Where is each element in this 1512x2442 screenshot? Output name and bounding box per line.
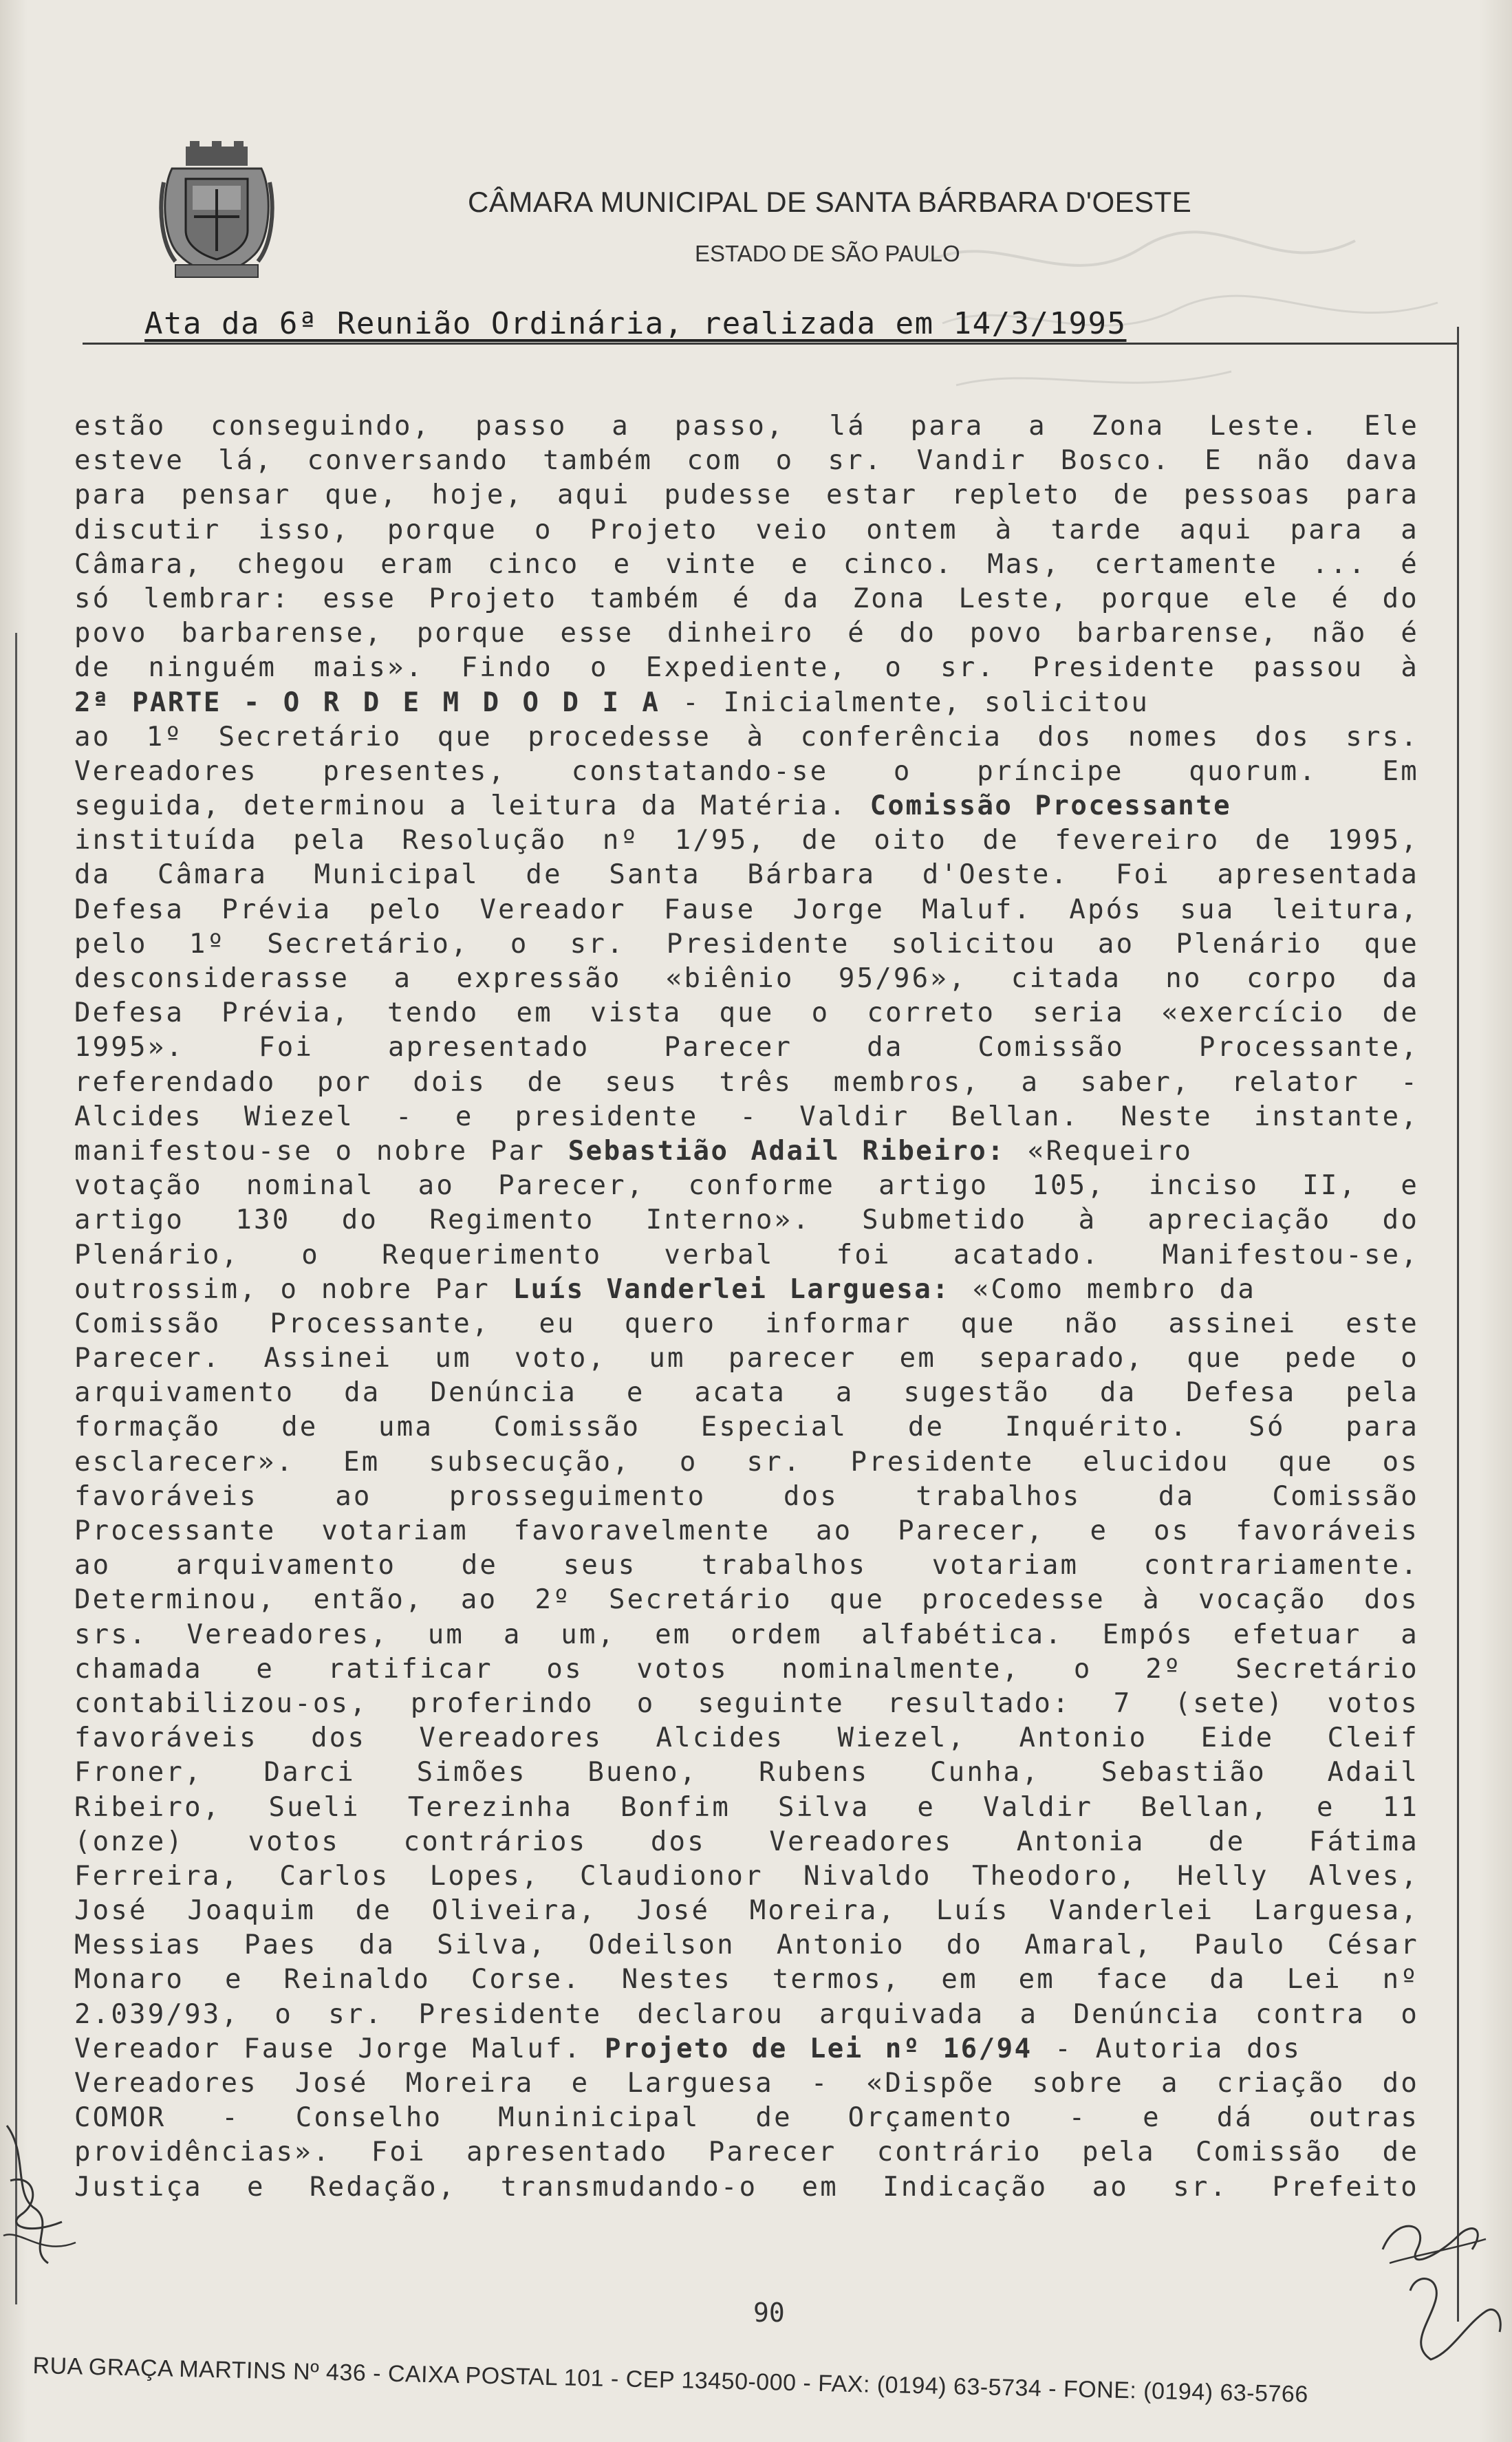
speaker-name: Luís Vanderlei Larguesa: — [512, 1273, 951, 1305]
right-margin-rule — [1457, 327, 1459, 2322]
text-line: Vereador Fause Jorge Maluf. Projeto de Lei nº 16/94 - Autoria dos — [74, 2033, 1302, 2064]
text-line: Câmara, chegou eram cinco e vinte e cinco. Mas, certamente ... é — [74, 548, 1419, 580]
text-line: Vereadores José Moreira e Larguesa - «Dispõe sobre a criação do — [74, 2068, 1419, 2099]
signature-left-icon — [0, 2098, 89, 2277]
text-line: chamada e ratificar os votos nominalmente, o 2º Secretário — [74, 1653, 1419, 1685]
ordem-do-dia-heading: 2ª PARTE - O R D E M D O D I A — [74, 687, 660, 718]
signature-right-icon — [1369, 2187, 1506, 2366]
text-line: srs. Vereadores, um a um, em ordem alfabética. Empós efetuar a — [74, 1619, 1419, 1650]
text-line: Vereadores presentes, constatando-se o príncipe quorum. Em — [74, 755, 1419, 787]
text-line: esteve lá, conversando também com o sr. Vandir Bosco. E não dava — [74, 445, 1419, 477]
text-line: Ribeiro, Sueli Terezinha Bonfim Silva e Valdir Bellan, e 11 — [74, 1791, 1419, 1823]
text-line: Monaro e Reinaldo Corse. Nestes termos, em em face da Lei nº — [74, 1964, 1419, 1996]
text-line: Comissão Processante, eu quero informar que não assinei este — [74, 1308, 1419, 1339]
text-line: referendado por dois de seus três membros, a saber, relator - — [74, 1066, 1419, 1098]
bill-heading: Projeto de Lei nº 16/94 — [605, 2033, 1033, 2064]
text-line: Messias Paes da Silva, Odeilson Antonio do Amaral, Paulo César — [74, 1930, 1419, 1961]
speaker-name: Sebastião Adail Ribeiro: — [568, 1135, 1006, 1167]
text-line: Parecer. Assinei um voto, um parecer em separado, que pede o — [74, 1343, 1419, 1374]
minutes-body — [74, 409, 1419, 2205]
text-line: 2ª PARTE - O R D E M D O D I A - Inicialmente, solicitou — [74, 687, 1150, 718]
text-line: formação de uma Comissão Especial de Inquérito. Só para — [74, 1412, 1419, 1443]
text-line: Justiça e Redação, transmudando-o em Indicação ao sr. Prefeito — [74, 2171, 1419, 2203]
text-line: (onze) votos contrários dos Vereadores Antonia de Fátima — [74, 1826, 1419, 1857]
municipal-crest-icon — [158, 141, 275, 285]
left-margin-rule — [15, 633, 17, 2304]
comissao-heading: Comissão Processante — [870, 790, 1232, 822]
text-line: José Joaquim de Oliveira, José Moreira, Luís Vanderlei Larguesa, — [74, 1895, 1419, 1927]
text-line: ao arquivamento de seus trabalhos votariam contrariamente. — [74, 1550, 1419, 1581]
text-line: da Câmara Municipal de Santa Bárbara d'Oeste. Foi apresentada — [74, 859, 1419, 891]
text-line: Plenário, o Requerimento verbal foi acatado. Manifestou-se, — [74, 1239, 1419, 1271]
text-line: 1995». Foi apresentado Parecer da Comissão Processante, — [74, 1032, 1419, 1063]
text-line: artigo 130 do Regimento Interno». Submetido à apreciação do — [74, 1204, 1419, 1236]
text-line: arquivamento da Denúncia e acata a sugestão da Defesa pela — [74, 1377, 1419, 1409]
text-line: Froner, Darci Simões Bueno, Rubens Cunha, Sebastião Adail — [74, 1757, 1419, 1789]
text-line: Defesa Prévia pelo Vereador Fause Jorge Maluf. Após sua leitura, — [74, 894, 1419, 925]
text-line: povo barbarense, porque esse dinheiro é do povo barbarense, não é — [74, 618, 1419, 649]
text-line: favoráveis dos Vereadores Alcides Wiezel, Antonio Eide Cleif — [74, 1722, 1419, 1754]
text-line: discutir isso, porque o Projeto veio ontem à tarde aqui para a — [74, 514, 1419, 545]
text-line: esclarecer». Em subsecução, o sr. Presidente elucidou que os — [74, 1446, 1419, 1478]
document-title: Ata da 6ª Reunião Ordinária, realizada em 14/3/1995 — [144, 306, 1127, 341]
text-line: só lembrar: esse Projeto também é da Zona Leste, porque ele é do — [74, 583, 1419, 614]
institution-name: CÂMARA MUNICIPAL DE SANTA BÁRBARA D'OESTE — [468, 186, 1192, 218]
text-line: ao 1º Secretário que procedesse à conferência dos nomes dos srs. — [74, 721, 1419, 753]
text-line: manifestou-se o nobre Par Sebastião Adail Ribeiro: «Requeiro — [74, 1135, 1194, 1167]
footer-address: RUA GRAÇA MARTINS Nº 436 - CAIXA POSTAL 101 - CEP 13450-000 - FAX: (0194) 63-5734 - FONE: (0194) 63-5766 — [32, 2353, 1309, 2408]
title-rule — [83, 343, 1458, 345]
text-line: contabilizou-os, proferindo o seguinte resultado: 7 (sete) votos — [74, 1687, 1419, 1719]
text-line: para pensar que, hoje, aqui pudesse estar repleto de pessoas para — [74, 479, 1419, 511]
text-line: Determinou, então, ao 2º Secretário que procedesse à vocação dos — [74, 1584, 1419, 1616]
text-line: instituída pela Resolução nº 1/95, de oito de fevereiro de 1995, — [74, 825, 1419, 856]
text-line: estão conseguindo, passo a passo, lá para a Zona Leste. Ele — [74, 411, 1419, 442]
text-line: COMOR - Conselho Muninicipal de Orçamento - e dá outras — [74, 2102, 1419, 2134]
text-line: 2.039/93, o sr. Presidente declarou arquivada a Denúncia contra o — [74, 1998, 1419, 2030]
text-line: Processante votariam favoravelmente ao Parecer, e os favoráveis — [74, 1515, 1419, 1546]
text-line: seguida, determinou a leitura da Matéria. Comissão Processante — [74, 790, 1232, 822]
text-line: outrossim, o nobre Par Luís Vanderlei Larguesa: «Como membro da — [74, 1273, 1257, 1305]
text-line: pelo 1º Secretário, o sr. Presidente solicitou ao Plenário que — [74, 928, 1419, 960]
text-line: favoráveis ao prosseguimento dos trabalhos da Comissão — [74, 1480, 1419, 1512]
text-line: Alcides Wiezel - e presidente - Valdir Bellan. Neste instante, — [74, 1101, 1419, 1132]
page-number: 90 — [753, 2298, 785, 2328]
text-line: Ferreira, Carlos Lopes, Claudionor Nivaldo Theodoro, Helly Alves, — [74, 1860, 1419, 1892]
text-line: providências». Foi apresentado Parecer contrário pela Comissão de — [74, 2137, 1419, 2168]
text-line: de ninguém mais». Findo o Expediente, o sr. Presidente passou à — [74, 652, 1419, 684]
text-line: votação nominal ao Parecer, conforme artigo 105, inciso II, e — [74, 1170, 1419, 1202]
state-name: ESTADO DE SÃO PAULO — [695, 241, 960, 266]
text-line: Defesa Prévia, tendo em vista que o correto seria «exercício de — [74, 997, 1419, 1029]
text-line: desconsiderasse a expressão «biênio 95/96», citada no corpo da — [74, 963, 1419, 994]
